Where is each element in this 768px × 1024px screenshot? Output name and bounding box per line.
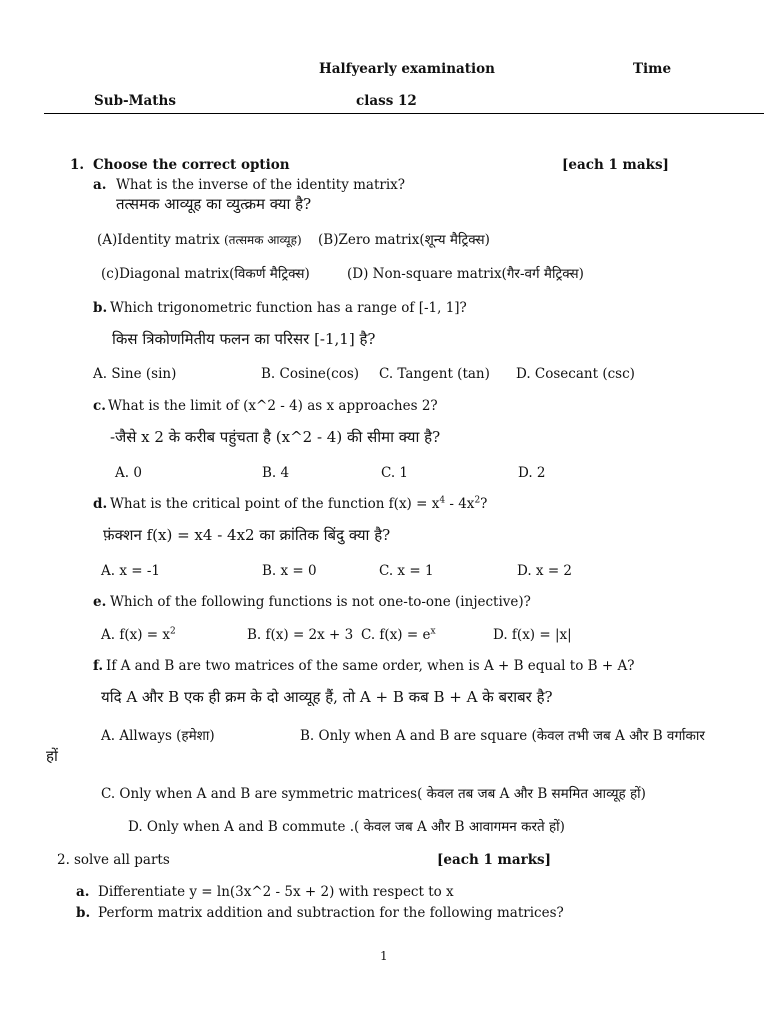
q1e-option-a-text: A. f(x) = x	[101, 627, 170, 643]
q1f-option-c: C. Only when A and B are symmetric matrices( केवल तब जब A और B सममित आव्यूह हों)	[101, 786, 646, 802]
q1a-option-a-hindi: (तत्समक आव्यूह)	[223, 233, 302, 247]
q1f-option-b: B. Only when A and B are square (केवल तभी जब A और B वर्गाकार	[300, 728, 705, 744]
q1e-text: Which of the following functions is not one-to-one (injective)?	[110, 594, 531, 610]
subject-label: Sub-Maths	[94, 93, 176, 109]
q1-title: Choose the correct option	[93, 157, 290, 173]
q1c-option-b: B. 4	[262, 465, 290, 481]
q1d-exponent-1: 4	[439, 495, 446, 506]
q1c-option-c: C. 1	[381, 465, 409, 481]
q1d-option-a: A. x = -1	[101, 563, 160, 579]
time-label: Time	[633, 61, 672, 77]
q1c-option-d: D. 2	[518, 465, 546, 481]
q1e-option-c-text: C. f(x) = e	[361, 627, 431, 643]
q2a-label: a.	[76, 884, 90, 900]
q1a-option-b: (B)Zero matrix(शून्य मैट्रिक्स)	[318, 232, 490, 248]
q1a-hindi: तत्समक आव्यूह का व्युत्क्रम क्या है?	[116, 195, 312, 213]
q1c-text: What is the limit of (x^2 - 4) as x approaches 2?	[108, 398, 438, 414]
q1f-option-b-wrap: हों	[46, 747, 58, 765]
q1b-option-c: C. Tangent (tan)	[379, 366, 490, 382]
q2-number: 2.	[57, 852, 70, 868]
q1d-exponent-2: 2	[474, 495, 481, 506]
q1a-option-c: (c)Diagonal matrix(विकर्ण मैट्रिक्स)	[101, 266, 310, 282]
q1a-option-d: (D) Non-square matrix(गैर-वर्ग मैट्रिक्स)	[347, 266, 584, 282]
q1f-label: f.	[93, 658, 104, 674]
q1a-option-a-text: (A)Identity matrix	[97, 232, 220, 248]
q2-marks: [each 1 marks]	[437, 852, 552, 868]
q1d-option-c: C. x = 1	[379, 563, 434, 579]
q1d-text-post: ?	[480, 496, 488, 512]
header-divider	[44, 113, 764, 114]
q1b-option-b: B. Cosine(cos)	[261, 366, 360, 382]
q1d-text	[110, 496, 487, 513]
q1e-option-c	[361, 627, 436, 644]
q1c-option-a: A. 0	[115, 465, 142, 481]
page-number: 1	[380, 949, 388, 963]
q1d-text-pre: What is the critical point of the function f(x) = x	[110, 496, 440, 512]
q1a-text: What is the inverse of the identity matrix?	[116, 177, 406, 193]
q1c-hindi: -जैसे x 2 के करीब पहुंचता है (x^2 - 4) की सीमा क्या है?	[110, 428, 441, 446]
q1e-label: e.	[93, 594, 107, 610]
q1c-label: c.	[93, 398, 106, 414]
q1-number: 1.	[70, 157, 85, 173]
q1f-option-a: A. Allways (हमेशा)	[101, 728, 215, 744]
q1e-option-a-exponent: 2	[169, 626, 176, 637]
q1f-text: If A and B are two matrices of the same order, when is A + B equal to B + A?	[106, 658, 635, 674]
class-label: class 12	[356, 93, 417, 109]
q1d-hindi: फ़ंक्शन f(x) = x4 - 4x2 का क्रांतिक बिंदु क्या है?	[103, 526, 391, 544]
q1d-label: d.	[93, 496, 108, 512]
q1e-option-d: D. f(x) = |x|	[493, 627, 572, 643]
q1b-option-a: A. Sine (sin)	[93, 366, 177, 382]
q1e-option-a	[101, 627, 176, 644]
q1b-label: b.	[93, 300, 108, 316]
exam-title: Halfyearly examination	[319, 61, 495, 77]
q1a-option-a	[97, 232, 302, 249]
q1d-option-d: D. x = 2	[517, 563, 573, 579]
q1d-option-b: B. x = 0	[262, 563, 317, 579]
q2a-text: Differentiate y = ln(3x^2 - 5x + 2) with respect to x	[98, 884, 454, 900]
q1f-option-d: D. Only when A and B commute .( केवल जब A और B आवागमन करते हों)	[128, 819, 565, 835]
q1a-label: a.	[93, 177, 107, 193]
q1-marks: [each 1 maks]	[562, 157, 669, 173]
q1b-hindi: किस त्रिकोणमितीय फलन का परिसर [-1,1] है?	[112, 330, 376, 348]
q1b-text: Which trigonometric function has a range of [-1, 1]?	[110, 300, 467, 316]
q1d-text-mid: - 4x	[445, 496, 475, 512]
q1f-hindi: यदि A और B एक ही क्रम के दो आव्यूह हैं, तो A + B कब B + A के बराबर है?	[101, 688, 553, 706]
q2b-label: b.	[76, 905, 91, 921]
q1e-option-b: B. f(x) = 2x + 3	[247, 627, 354, 643]
q1e-option-c-exponent: x	[430, 626, 436, 637]
q2b-text: Perform matrix addition and subtraction for the following matrices?	[98, 905, 564, 921]
q2-title: solve all parts	[74, 852, 170, 868]
q1b-option-d: D. Cosecant (csc)	[516, 366, 635, 382]
